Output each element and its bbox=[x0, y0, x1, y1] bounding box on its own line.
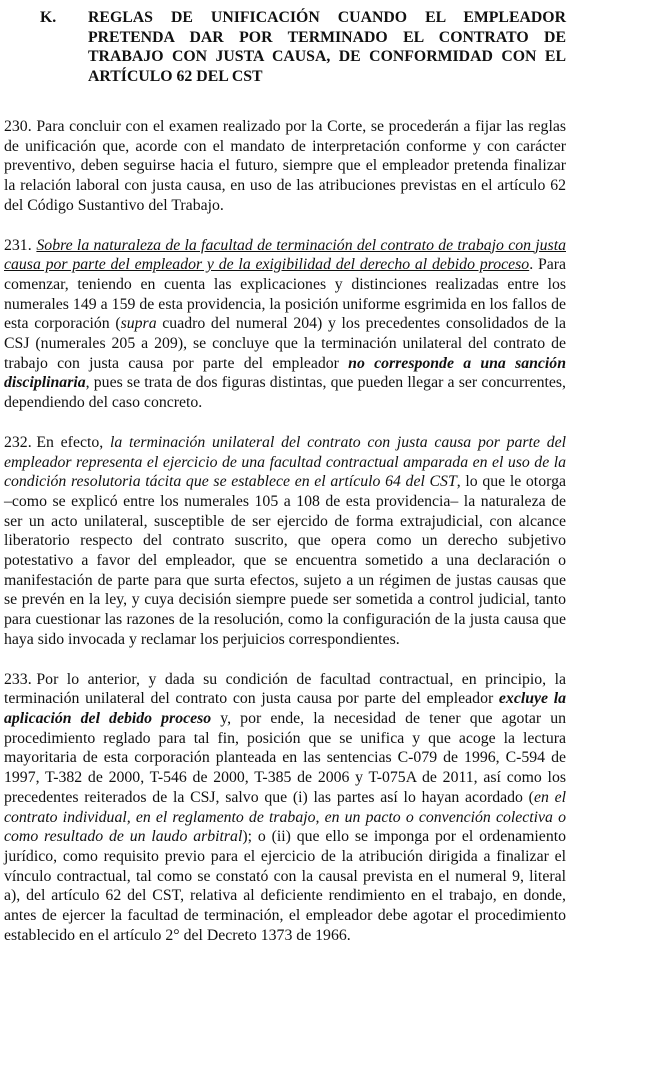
paragraph-text-segment: Por lo anterior, y dada su condición de facultad contractual, en principio, la terminación unilateral del contrato con justa causa por parte del empleador bbox=[4, 670, 566, 708]
paragraph-number: 230. bbox=[4, 118, 32, 135]
section-heading bbox=[4, 8, 566, 86]
paragraph-text-segment: excluye la aplicación del debido proceso bbox=[4, 690, 567, 727]
paragraph-number: 233. bbox=[4, 670, 32, 688]
section-letter: K. bbox=[40, 9, 57, 26]
section-title: REGLAS DE UNIFICACIÓN CUANDO EL EMPLEADOR PRETENDA DAR POR TERMINADO EL CONTRATO DE TRABAJO CON JUSTA CAUSA, DE CONFORMIDAD CON EL ARTÍCULO 62 DEL CST bbox=[88, 9, 566, 85]
paragraph-232 bbox=[4, 433, 566, 650]
paragraph-text-segment: Para concluir con el examen realizado por la Corte, se procederán a fijar las reglas de unificación que, acorde con el mandato de interpretación conforme y con carácter preventivo, deben seguirse hacia el futuro, siempre que el empleador pretenda finalizar la relación laboral con justa causa, en uso de las atribuciones previstas en el artículo 62 del Código Sustantivo del Trabajo. bbox=[4, 118, 566, 214]
paragraph-text-segment: supra bbox=[120, 315, 157, 333]
paragraph-text-segment: la terminación unilateral del contrato con justa causa por parte del empleador representa el ejercicio de una facultad contractual amparada en el uso de la condición resolutoria tácita que se establece en el artículo 64 del CST bbox=[4, 433, 566, 491]
paragraph-number: 231. bbox=[4, 236, 32, 254]
paragraph-text-segment: , lo que le otorga –como se explicó entre los numerales 105 a 108 de esta providencia– la naturaleza de ser un acto unilateral, susceptible de ser ejercido de forma extrajudicial, con alcance liberatorio respecto del contrato suscrito, que opera como un derecho subjetivo potestativo a favor del empleador, que se encuentra sometido a una declaración o manifestación de parte para que surta efectos, sujeto a un régimen de justas causas que se prevén en la ley, y cuya decisión siempre puede ser sometida a control judicial, tanto para cuestionar las razones de la resolución, como la configuración de la justa causa que haya sido invocada y reclamar los perjuicios correspondientes. bbox=[4, 473, 566, 648]
paragraph-text-segment: no corresponde a una sanción disciplinaria bbox=[4, 354, 566, 392]
paragraph-text-segment: En efecto, bbox=[36, 433, 110, 451]
paragraph-text-segment: y, por ende, la necesidad de tener que agotar un procedimiento reglado para tal fin, posición que se unifica y que acoge la lectura mayoritaria de esta corporación planteada en las sentencias C-079 de 1996, C-594 de 1997, T-382 de 2000, T-546 de 2000, T-385 de 2006 y T-075A de 2011, así como los precedentes reiterados de la CSJ, salvo que (i) las partes así lo hayan acordado ( bbox=[4, 709, 566, 806]
document-page bbox=[4, 8, 566, 965]
paragraph-231 bbox=[4, 236, 566, 413]
paragraph-text-segment: en el contrato individual, en el reglamento de trabajo, en un pacto o convención colectiva o como resultado de un laudo arbitral bbox=[4, 788, 566, 846]
paragraph-text-segment: ); o (ii) que ello se imponga por el ordenamiento jurídico, como requisito previo para el ejercicio de la atribución dirigida a finalizar el vínculo contractual, tal como se constató con la causal prevista en el numeral 9, literal a), del artículo 62 del CST, relativa al deficiente rendimiento en el trabajo, en donde, antes de ejercer la facultad de terminación, el empleador debe agotar el procedimiento establecido en el artículo 2° del Decreto 1373 de 1966. bbox=[4, 828, 567, 944]
paragraph-230 bbox=[4, 117, 566, 216]
paragraph-number: 232. bbox=[4, 433, 32, 451]
paragraph-233 bbox=[4, 670, 566, 946]
paragraph-text-segment: . Para comenzar, teniendo en cuenta las explicaciones y distinciones realizadas entre los numerales 149 a 159 de esta providencia, la posición uniforme esgrimida en los fallos de esta corporación ( bbox=[4, 256, 567, 333]
paragraph-text-segment: , pues se trata de dos figuras distintas, que pueden llegar a ser concurrentes, dependiendo del caso concreto. bbox=[4, 374, 566, 412]
paragraph-text-segment: cuadro del numeral 204) y los precedentes consolidados de la CSJ (numerales 205 a 209), se concluye que la terminación unilateral del contrato de trabajo con justa causa por parte del empleador bbox=[4, 315, 566, 372]
paragraph-text-segment: Sobre la naturaleza de la facultad de terminación del contrato de trabajo con justa causa por parte del empleador y de la exigibilidad del derecho al debido proceso bbox=[4, 236, 566, 274]
